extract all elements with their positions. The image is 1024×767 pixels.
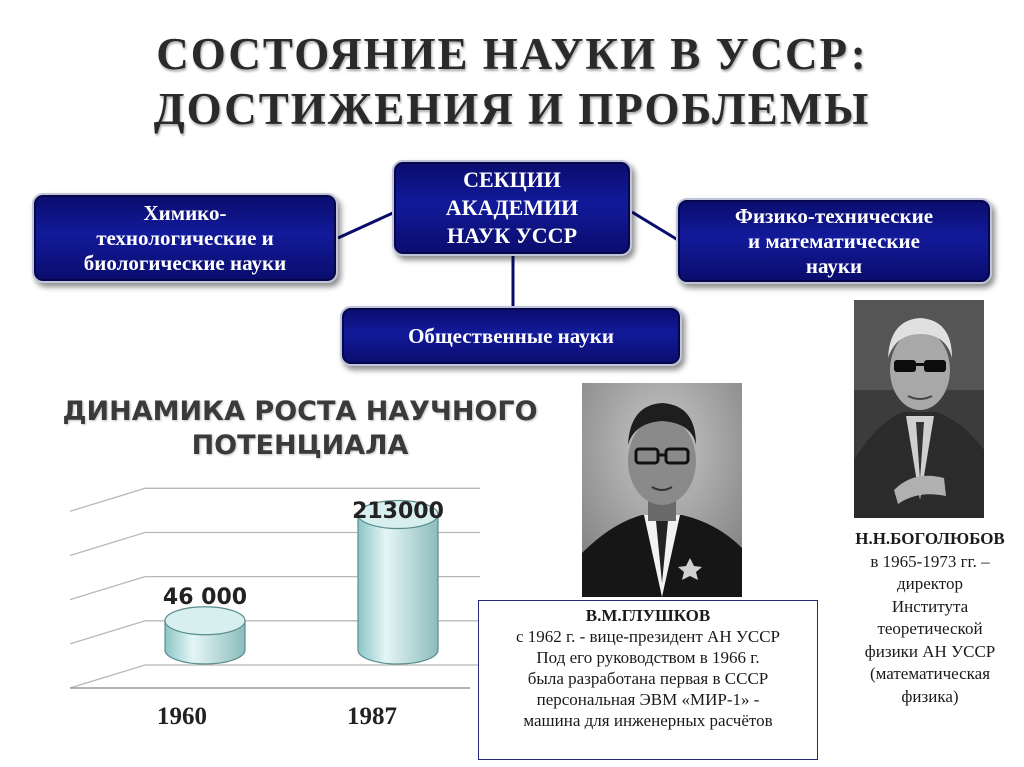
glushkov-caption-line-1: с 1962 г. - вице-президент АН УССР xyxy=(515,627,781,646)
glushkov-caption-line-5: машина для инженерных расчётов xyxy=(523,711,773,730)
physics-math-line-2: и математические xyxy=(748,228,920,253)
physics-math-line-1: Физико-технические xyxy=(734,203,934,228)
gridline-side xyxy=(70,488,145,511)
glushkov-caption xyxy=(478,600,818,760)
cylinder-body xyxy=(358,515,438,664)
category-label-1960: 1960 xyxy=(157,703,207,730)
bogolyubov-caption-line-6: (математическая xyxy=(869,664,991,683)
page-title-line-1: СОСТОЯНИЕ НАУКИ В УССР: xyxy=(156,29,868,79)
chart-title xyxy=(60,395,540,463)
data-label-1987: 213000 xyxy=(352,499,444,524)
bogolyubov-caption xyxy=(836,528,1024,708)
physics-math-line-3: науки xyxy=(805,253,863,278)
data-label-1960: 46 000 xyxy=(162,585,248,610)
bogolyubov-caption-line-3: Института xyxy=(891,596,969,616)
chem-bio-line-3: биологические науки xyxy=(83,250,287,275)
chem-bio-line-2: технологические и xyxy=(96,225,274,250)
bogolyubov-name: Н.Н.БОГОЛЮБОВ xyxy=(855,529,1005,548)
bogolyubov-caption-line-4: теоретической xyxy=(877,619,983,638)
academy-sections-box xyxy=(392,160,632,256)
bogolyubov-portrait-image xyxy=(854,300,984,518)
social-sciences-label: Общественные науки xyxy=(408,323,614,348)
connector-left xyxy=(338,212,395,238)
glushkov-name: В.М.ГЛУШКОВ xyxy=(585,606,711,625)
chart-title-line-1: ДИНАМИКА РОСТА НАУЧНОГО xyxy=(62,396,538,427)
bogolyubov-caption-line-7: физика) xyxy=(901,686,959,706)
chart-bar-1960 xyxy=(165,607,245,664)
gridline-side xyxy=(70,577,145,600)
academy-sections-line-1: СЕКЦИИ xyxy=(463,167,561,192)
page-title-line-2: ДОСТИЖЕНИЯ И ПРОБЛЕМЫ xyxy=(153,84,871,134)
glushkov-portrait-image xyxy=(582,383,742,597)
chem-bio-sciences-box xyxy=(32,193,338,283)
glushkov-caption-line-3: была разработана первая в СССР xyxy=(527,669,769,688)
gridline-side xyxy=(70,532,145,555)
bogolyubov-caption-line-2: директор xyxy=(896,574,964,593)
physics-math-sciences-box xyxy=(676,198,992,284)
cylinder-top xyxy=(165,607,245,635)
glushkov-photo xyxy=(582,383,742,597)
bogolyubov-photo xyxy=(854,300,984,518)
chart-title-line-2: ПОТЕНЦИАЛА xyxy=(191,430,409,461)
category-label-1987: 1987 xyxy=(347,703,397,730)
growth-chart xyxy=(0,470,480,767)
bogolyubov-caption-line-1: в 1965-1973 гг. – xyxy=(870,551,990,571)
gridline-side xyxy=(70,665,145,688)
chart-bars xyxy=(162,501,438,664)
glushkov-caption-line-2: Под его руководством в 1966 г. xyxy=(536,648,760,667)
glushkov-caption-line-4: персональная ЭВМ «МИР-1» - xyxy=(536,690,760,709)
social-sciences-box xyxy=(340,306,682,366)
chart-bar-1987 xyxy=(358,501,438,664)
gridline-side xyxy=(70,621,145,644)
connector-right xyxy=(632,212,678,240)
bogolyubov-caption-line-5: физики АН УССР xyxy=(864,641,996,661)
chem-bio-line-1: Химико- xyxy=(143,200,227,225)
academy-sections-line-2: АКАДЕМИИ xyxy=(445,195,579,220)
academy-sections-line-3: НАУК УССР xyxy=(446,223,578,248)
